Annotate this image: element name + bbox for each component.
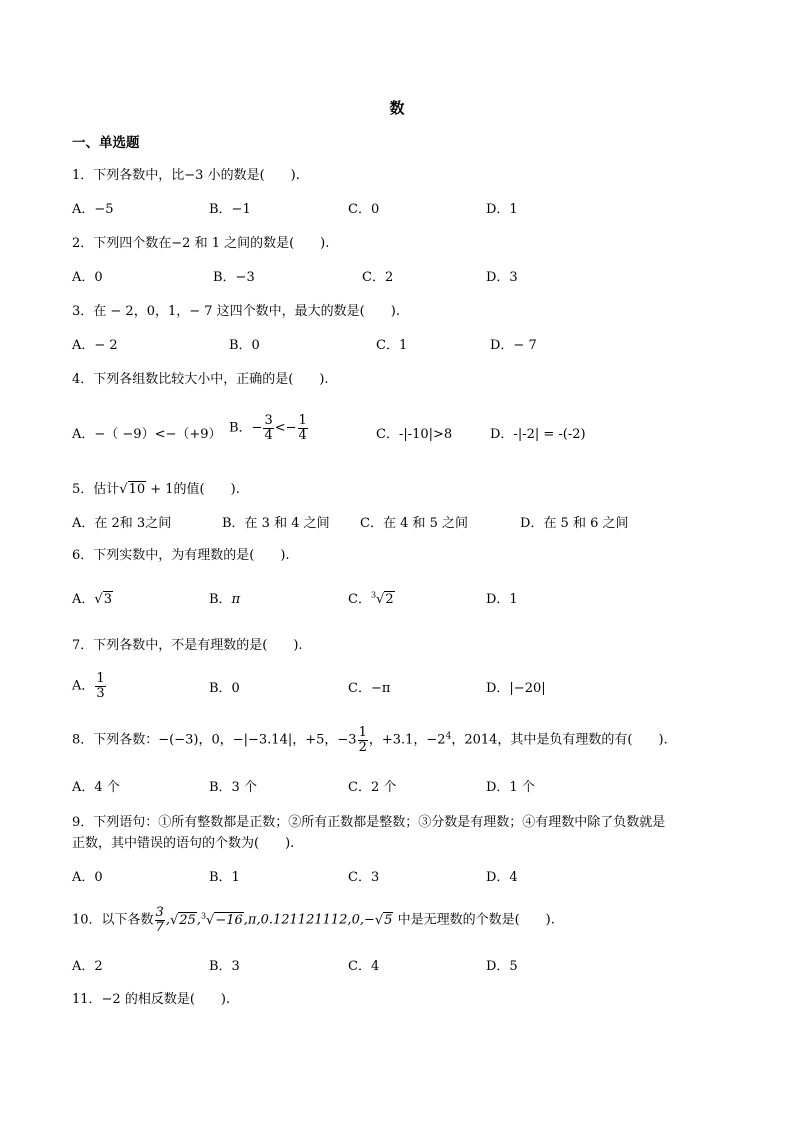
question-6-stem: 6．下列实数中，为有理数的是( ). (72, 548, 290, 563)
question-7-option-a[interactable] (72, 672, 107, 701)
radicand: 3 (103, 592, 112, 607)
question-4-option-b[interactable] (229, 414, 309, 443)
fraction-denominator: 4 (264, 428, 273, 443)
question-10-option-d[interactable]: D．5 (486, 959, 518, 974)
stem-text: 10．以下各数 (72, 912, 154, 928)
fraction-numerator: 3 (264, 413, 273, 428)
stem-text: 5．估计 (72, 482, 120, 497)
question-9-option-b[interactable]: B．1 (209, 870, 240, 885)
option-label: A． (72, 592, 95, 607)
question-10-stem (72, 906, 555, 935)
option-label: B． (209, 592, 232, 607)
question-3-stem: 3．在 − 2，0，1，− 7 这四个数中，最大的数是( ). (72, 304, 400, 319)
fraction-three-sevenths (155, 906, 165, 935)
question-3-option-b[interactable]: B．0 (229, 338, 260, 353)
stem-text: ,π,0.121121112,0,− (243, 912, 375, 928)
fraction-one-half (358, 726, 368, 755)
question-11-stem: 11．−2 的相反数是( ). (72, 992, 231, 1007)
question-9-option-c[interactable]: C．3 (348, 870, 380, 885)
question-7-option-b[interactable]: B．0 (209, 681, 240, 696)
question-2-option-c[interactable]: C．2 (362, 270, 394, 285)
question-6-option-b[interactable] (209, 592, 240, 608)
question-2-option-b[interactable]: B．−3 (213, 270, 255, 285)
square-root: √25 (169, 912, 196, 928)
radicand: 25 (179, 912, 196, 928)
root-index: 3 (200, 911, 207, 921)
question-6-option-d[interactable]: D．1 (486, 592, 518, 607)
stem-text: 中是无理数的个数是( ). (393, 912, 555, 928)
section-heading: 一、单选题 (72, 135, 140, 151)
option-b-prefix: B．− (229, 420, 263, 436)
question-4-option-a[interactable]: A．−（ −9）<−（+9） (72, 427, 222, 442)
question-10-option-b[interactable]: B．3 (209, 959, 240, 974)
radicand: −16 (215, 912, 243, 928)
square-root: √10 (119, 482, 146, 497)
question-5-option-a[interactable]: A．在 2和 3之间 (72, 516, 172, 531)
pi-symbol: π (231, 592, 241, 607)
fraction-denominator: 2 (358, 740, 367, 755)
stem-text: , (196, 912, 201, 928)
fraction-three-quarters (263, 414, 273, 443)
question-9-option-a[interactable]: A．0 (72, 870, 103, 885)
question-1-option-a[interactable]: A．−5 (72, 202, 114, 217)
question-2-stem: 2．下列四个数在−2 和 1 之间的数是( ). (72, 236, 330, 251)
question-8-stem (72, 726, 668, 755)
exponent: 4 (445, 731, 452, 742)
fraction-numerator: 1 (358, 725, 367, 740)
question-7-option-d[interactable]: D．|−20| (486, 681, 546, 696)
radicand: 2 (385, 592, 394, 607)
question-5-option-d[interactable]: D．在 5 和 6 之间 (520, 516, 629, 531)
question-1-option-c[interactable]: C．0 (348, 202, 380, 217)
question-6-option-a[interactable] (72, 592, 113, 608)
fraction-one-quarter (298, 414, 308, 443)
question-5-option-b[interactable]: B．在 3 和 4 之间 (222, 516, 330, 531)
radicand: 5 (384, 912, 393, 928)
question-9-stem-line-2: 正数，其中错误的语句的个数为( ). (72, 836, 295, 851)
stem-text: , (165, 912, 170, 928)
question-5-stem (72, 482, 240, 498)
question-2-option-a[interactable]: A．0 (72, 270, 103, 285)
question-1-stem: 1．下列各数中，比−3 小的数是( ). (72, 168, 300, 183)
question-10-option-c[interactable]: C．4 (348, 959, 380, 974)
page-title: 数 (389, 99, 405, 117)
question-9-stem-line-1: 9．下列语句：①所有整数都是正数；②所有正数都是整数；③分数是有理数；④有理数中除了负数就是 (72, 815, 666, 830)
fraction-denominator: 4 (298, 428, 307, 443)
question-1-option-b[interactable]: B．−1 (209, 202, 251, 217)
question-4-option-d[interactable]: D．-|-2| = -(-2) (490, 427, 586, 442)
option-b-operator: <− (274, 420, 297, 436)
cube-root: √2 (376, 592, 394, 607)
question-1-option-d[interactable]: D．1 (486, 202, 518, 217)
option-label: A． (72, 678, 95, 694)
question-7-stem: 7．下列各数中，不是有理数的是( ). (72, 638, 303, 653)
question-8-option-b[interactable]: B．3 个 (209, 780, 257, 795)
stem-text: ，2014，其中是负有理数的有( ). (451, 732, 668, 748)
stem-text: + 1的值( ). (146, 482, 240, 497)
question-3-option-a[interactable]: A．− 2 (72, 338, 118, 353)
question-7-option-c[interactable]: C．−π (348, 681, 391, 696)
question-10-option-a[interactable]: A．2 (72, 959, 103, 974)
option-label: C． (348, 592, 371, 607)
question-4-stem: 4．下列各组数比较大小中，正确的是( ). (72, 372, 329, 387)
question-4-option-c[interactable]: C．-|-10|>8 (376, 427, 453, 442)
stem-text: ，+3.1，−2 (368, 732, 446, 748)
question-8-option-a[interactable]: A．4 个 (72, 780, 120, 795)
question-3-option-c[interactable]: C．1 (376, 338, 408, 353)
stem-text: 8．下列各数：−(−3)，0，−|−3.14|，+5，−3 (72, 732, 357, 748)
question-3-option-d[interactable]: D．− 7 (490, 338, 537, 353)
question-6-option-c[interactable] (348, 592, 395, 608)
question-8-option-c[interactable]: C．2 个 (348, 780, 397, 795)
fraction-numerator: 1 (96, 671, 105, 686)
square-root: √5 (374, 912, 393, 928)
root-index: 3 (370, 590, 377, 600)
fraction-numerator: 3 (155, 905, 164, 920)
radicand: 10 (128, 482, 146, 497)
question-5-option-c[interactable]: C．在 4 和 5 之间 (360, 516, 469, 531)
cube-root: √−16 (206, 912, 243, 928)
fraction-denominator: 7 (155, 920, 164, 935)
fraction-one-third (95, 672, 105, 701)
fraction-numerator: 1 (298, 413, 307, 428)
fraction-denominator: 3 (96, 686, 105, 701)
question-2-option-d[interactable]: D．3 (486, 270, 518, 285)
question-9-option-d[interactable]: D．4 (486, 870, 518, 885)
question-8-option-d[interactable]: D．1 个 (486, 780, 535, 795)
square-root: √3 (94, 592, 112, 607)
